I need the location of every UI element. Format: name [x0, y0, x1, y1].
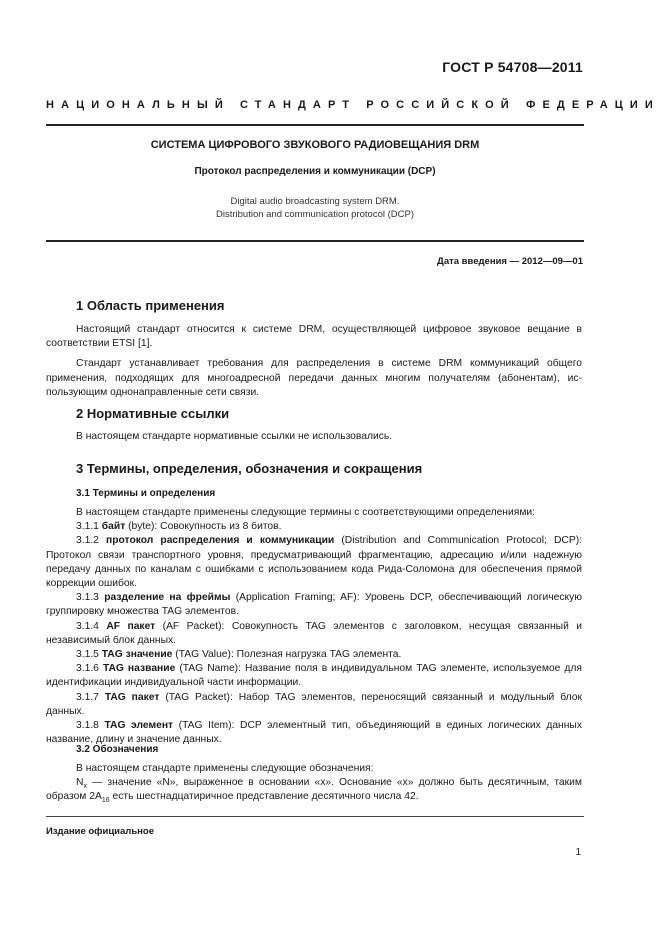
section-1-heading: 1 Область применения: [76, 298, 225, 313]
term-name: протокол распределения и коммуникации: [106, 535, 335, 547]
subsection-3-1-heading: 3.1 Термины и определения: [76, 488, 216, 499]
section-1-paragraph-2: Стандарт устанавливает требования для распределения в системе DRM коммуникаций общего применения, подходящих для многоадресной передачи данных многим получателям (абонентам), использующим однонаправленные сети связи.: [46, 358, 582, 398]
term-name: TAG элемент: [104, 720, 174, 732]
notations-body: [46, 762, 582, 805]
title-divider: [46, 240, 584, 242]
section-2-body: [46, 430, 582, 444]
term-name: TAG название: [102, 663, 176, 675]
header-divider: [46, 124, 584, 126]
term-3-1-8: 3.1.8 TAG элемент (TAG Item): DCP элементный тип, объединяющий в единых логических данных название, длину и значение данных.: [46, 720, 582, 746]
document-subtitle: Протокол распределения и коммуникации (DCP): [194, 166, 436, 177]
document-code: ГОСТ Р 54708—2011: [442, 59, 583, 75]
term-3-1-3: 3.1.3 разделение на фреймы (Application Framing; AF): Уровень DCP, обеспечивающий логическую группировку множества TAG элементов.: [46, 592, 582, 618]
title-english-line-1: Digital audio broadcasting system DRM.: [230, 196, 400, 207]
official-edition-label: Издание официальное: [46, 826, 154, 837]
term-3-1-5: 3.1.5 TAG значение (TAG Value): Полезная нагрузка TAG элемента.: [76, 649, 402, 661]
section-1-paragraph-1: Настоящий стандарт относится к системе DRM, осуществляющей цифровое звуковое вещание в соответствии ETSI [1].: [46, 324, 582, 350]
subsection-3-2-heading: 3.2 Обозначения: [76, 744, 159, 755]
terms-intro: В настоящем стандарте применены следующие термины с соответствующими определениями:: [76, 507, 536, 518]
term-name: байт: [101, 521, 126, 533]
term-name: TAG пакет: [104, 691, 160, 703]
notation-item: $N_x$ — значение «N», выраженное в основании «x». Основание «x» должно быть десятичным, таким образом $2A_{16}$ есть шестнадцатиричное представление десятичного числа 42.: [46, 777, 582, 805]
document-title-english: [46, 195, 584, 221]
section-2-paragraph-1: В настоящем стандарте нормативные ссылки не использовались.: [76, 431, 393, 442]
title-english-line-2: Distribution and communication protocol (DCP): [216, 209, 414, 220]
term-3-1-1: 3.1.1 байт (byte): Совокупность из 8 битов.: [76, 521, 282, 533]
national-standard-banner: НАЦИОНАЛЬНЫЙ СТАНДАРТ РОССИЙСКОЙ ФЕДЕРАЦИИ: [46, 99, 660, 111]
term-3-1-6: 3.1.6 TAG название (TAG Name): Название поля в индивидуальном TAG элементе, используемое для идентификации индивидуальной части информации.: [46, 663, 583, 689]
page-number: 1: [575, 847, 581, 858]
document-title: СИСТЕМА ЦИФРОВОГО ЗВУКОВОГО РАДИОВЕЩАНИЯ DRM: [150, 139, 480, 151]
footer-divider: [46, 816, 584, 817]
term-name: разделение на фреймы: [104, 592, 231, 604]
term-name: TAG значение: [101, 649, 173, 661]
section-3-heading: 3 Термины, определения, обозначения и сокращения: [76, 461, 423, 476]
section-1-body: [46, 323, 582, 400]
term-name: AF пакет: [106, 620, 156, 632]
notations-intro: В настоящем стандарте применены следующие обозначения:: [76, 763, 374, 774]
section-2-heading: 2 Нормативные ссылки: [76, 406, 230, 421]
term-3-1-2: 3.1.2 протокол распределения и коммуникации (Distribution and Communication Protocol; DCP): Протокол связи транспортного уровня, предусматривающий фрагментацию, адресацию и/или надежную передачу данных по каналам с ошибками с использованием кода Рида-Соломона для обеспечения прямой коррекции ошибок.: [46, 535, 582, 590]
introduction-date: Дата введения — 2012—09—01: [437, 256, 583, 267]
term-3-1-4: 3.1.4 AF пакет (AF Packet): Совокупность TAG элементов с заголовком, несущая связанный и независимый блок данных.: [46, 620, 582, 646]
term-3-1-7: 3.1.7 TAG пакет (TAG Packet): Набор TAG элементов, переносящий связанный и модульный блок данных.: [46, 691, 582, 717]
terms-list: [46, 506, 582, 747]
